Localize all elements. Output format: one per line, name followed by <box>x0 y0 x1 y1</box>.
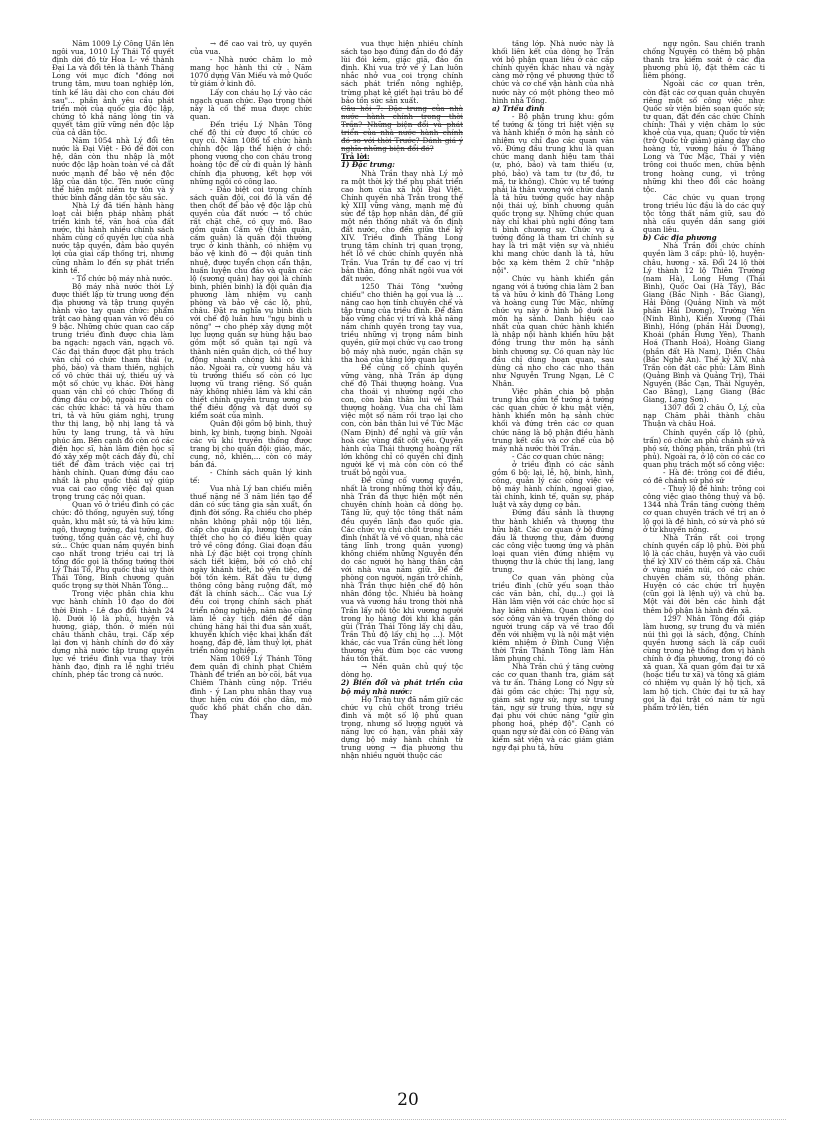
footer-divider <box>30 1119 786 1120</box>
text-column-4 <box>492 40 614 1080</box>
text-column-1 <box>52 40 174 1080</box>
paragraph: 1297 Nhân Tông đổi giáp làm hương, sự trung đu và miền núi thì gọi là sách, động. Chính quyền hương sách là cấp cuối cùng trong hệ thống đơn vị hành chính ở địa phương, trong đó có xã quan. Xã quan gồm đại tư xã (hoặc tiểu tư xã) và tông xã giám có nhiệm vụ quản lý hộ tịch, xã lam hộ tịch. Chức đại tư xã hay gọi là đại trật có năm từ ngũ phẩm trở lên, tiền <box>643 613 765 712</box>
paragraph: Nhà Trần thay nhà Lý mở ra một thời kỳ thế phụ phát triển cao hơn của xã hội Đại Việt. Chính quyền nhà Trần trong thế kỷ XIII vững vàng, mạnh mẽ đủ sức để tập hợp nhân dân, để giữ một nền thống nhất và ổn định đất nước, cho đến giữa thế kỷ XIV. Triều đình Thăng Long trung tâm chính trị quan trọng, hết lỗ về chức chính quyền nhà Trần. Vua Trần tự để cao vị trí bản thân, đồng nhất ngôi vua với đất nước. <box>341 168 463 283</box>
paragraph: → để cao vai trò, uy quyền của vua. <box>190 40 312 57</box>
paragraph: 2) Biến đổi và phát triển của bộ máy nhà nước: <box>341 678 463 696</box>
paragraph: Nhà Trần rất coi trọng chính quyền cấp lộ phủ. Đời phủ lộ là các châu, huyện và vào cuối thế kỷ XIV có thêm cấp xã. Châu ở vùng miền núi, có các chức chuyên chăm sứ, thông phán. Huyện có các chức tri huyện (cũn gọi là lệnh uý) và chủ bạ. Một vài đời bên các hình đặt thêm bộ phận là hành đến xã. <box>643 532 765 615</box>
paragraph: - Bộ phận trung khu: gồm tể tướng & tòng tri hiệt viện sự và hành khiển ở môn hạ sảnh có nhiệm vụ chỉ đạo các quan văn võ. Đứng đầu trung khu là quan chức mang danh hiệu tam thái (ư, phó, bảo) và tam thiếu (ư, phó, bảo) và tam tư (tư đồ, tư mã, tư không). Chức vụ tể tướng phải là thân vương với chức danh là tả hữu tướng quốc hay nhập nội thái uý, bình chương quân quốc trọng sự. Những chức quan này chỉ khai phủ nghi đồng tam ti bình chương sự. Chức vụ á tướng đồng là tham tri chính sự hay là tri mật viện sự và nhiều khi mang chức danh là tả, hữu bộc xạ kèm thêm 2 chữ "nhập nội". <box>492 111 614 275</box>
paragraph: Nhà Trần đổi chức chính quyền làm 3 cấp: phủ- lộ, huyện- châu, hương - xã. Đổi 24 lộ thời Lý thành 12 lộ Thiên Trường (nam Hà), Long Hưng (Thái Bình), Quốc Oai (Hà Tây), Bắc Giang (Bắc Ninh - Bắc Giang), Hải Đông (Quảng Ninh và một phần Hải Dương), Trường Yên (Ninh Bình), Kiến Xương (Thái Bình), Hồng (phần Hải Dương), Khoái (phần Hưng Yên), Thanh Hoá (Thanh Hoá), Hoàng Giang (phần đất Hà Nam), Diễn Châu (Bắc Nghệ An). Thế kỷ XIV, nhà Trần còn đặt các phủ: Lâm Bình (Quảng Bình và Quảng Trị), Thái Nguyên (Bắc Cạn, Thái Nguyên, Cao Bằng), Lạng Giang (Bắc Giang, Lạng Sơn). <box>643 241 765 405</box>
paragraph: Đến triều Lý Nhân Tông chế độ thi cử được tổ chức có quy củ. Năm 1086 tổ chức hành chính độc lập thể hiện ở chỗ: phong vương cho con cháu trong hoàng tộc để cử đi quản lý hành chính địa phương, kết hợp với những ngôi có công lao. <box>190 119 312 186</box>
paragraph: Trong việc phân chia khu vực hành chính 10 đạo do đời thời Đinh - Lê đạo đổi thành 24 lộ. Dưới lộ là phủ, huyện và hương, giáp, thôn. ở miền núi châu thành châu, trại. Cấp xếp lại đơn vị hành chính dơ đó xây dựng nhà nước tập trung quyền lực về triều đình vua thay trời hành đạo, định ra lễ nghi triều chính, phép tắc trong cả nước. <box>52 589 174 680</box>
paragraph: Nhà Lý đã tiến hành hàng loạt cải biện pháp nhằm phát triển kinh tế, văn hoá của đất nước, thi hành nhiều chính sách nhằm củng cố quyền lực của nhà nước tập quyền, đảm bảo quyền lợi của giai cấp thống trị, nhưng cũng nhằm lo đến sự phát triển kinh tế. <box>52 200 174 275</box>
paragraph: → Nền quân chủ quý tộc dòng họ. <box>341 662 463 680</box>
paragraph: vua thực hiện nhiều chính sách tạo bạo đúng đắn do đó đầy lùi đói kém, giặc giã, đảo ổn định. Khi vua trở về ý Lan luôn nhắc nhở vua coi trọng chính sách phát triển nông nghiệp, trừng phạt kẻ giết hại trâu bò để bảo tồn sức sản xuất. <box>341 40 463 105</box>
paragraph: Trả lời: <box>341 152 370 162</box>
paragraph: Chính quyền cấp lộ (phủ, trấn) có chức an phủ chánh sứ và phó sứ, thông phán, trấn phủ (tri phủ). Ngoài ra, ở lộ còn có các cơ quan phụ trách một số công việc: <box>643 427 765 469</box>
paragraph: Để củng cố vương quyền, nhất là trong những thời kỳ đầu, nhà Trần đã thực hiện một nền chuyên chính hoàn cả dòng họ. Tăng lữ, quý tộc tông thất nắm đều quyền lãnh đạo quốc gia. Các chức vụ chủ chốt trong triều đình (nhất là về võ quan, nhà các tăng lĩnh trong quân vương) không chiếm những Nguyễn đến do các người họ hàng thân cận với nhà vua nắm giữ. Để để phòng con người, ngăn trở chính, nhà Trần thực hiện chế độ hôn nhân đồng tộc. Nhiều bà hoàng vua và vương hầu trong thời nhà Trần lấy nội tộc khi vương người trong họ hàng đời khi khá gần gũi (Trần Thái Tông lấy chị dâu, Trần Thủ độ lấy chị họ ...). Một khác, các vua Trần cũng hết lòng thương yêu đùm bọc các vương hầu tôn thất. <box>341 476 463 664</box>
paragraph: ngự ngôn. Sau chiến tranh chống Nguyên có thêm bộ phận thanh tra kiểm soát ở các địa phương phủ lộ, đặt thêm các ti liêm phóng. <box>643 40 765 81</box>
paragraph: Đứng đầu sảnh là thượng thư hành khiển và thượng thư hữu bật. Các cơ quan ở bộ đứng đầu là thượng thư, đảm đương các công việc tương ứng và phân loại quan viên đứng nhiệm vụ thượng thư là chức thị lang, lang trung. <box>492 508 614 575</box>
paragraph: Chức vụ hành khiển gần ngang với á tướng chia làm 2 ban tả và hữu ở kinh đô Thăng Long và hoàng cung Tức Mặc, những chức vụ này ở hình bộ dưới là môn hạ sảnh. Danh hiệu cao nhất của quan chức hành khiển là nhập nội hành khiển hữu bật đồng trung thư môn hạ sảnh bình chương sự. Có quan này lúc đầu chỉ dùng hoạn quan, sau dùng cả nho cho các nho thần như Nguyễn Trung Ngạn, Lê C Nhân. <box>492 273 614 388</box>
paragraph: Năm 1069 Lý Thánh Tông đem quân đi chinh phạt Chiêm Thành để triển an bờ cõi, bắt vua Chiêm Thành cũng nộp. Triều đình - ý Lan phu nhân thay vua thực hiện cứu đói cho dân, mở quốc khố phát chẩn cho dân. Thay <box>190 654 312 720</box>
paragraph: Để củng cố chính quyền vững vàng, nhà Trần áp dụng chế độ Thái thượng hoàng. Vua cha thoái vị nhường ngôi cho con, còn bản thân lui về Thái thượng hoàng. Vua cha chỉ làm việc một số năm rồi trao lại cho con, còn bản thân lui về Tức Mặc (Nam Định) để nghỉ và giữ vẫn hoà các vùng đất cốt yếu. Quyền hành của Thái thượng hoàng rất lớn không chỉ có quyền chỉ định người kế vị mà còn còn có thể truất bỏ ngôi vua. <box>341 362 463 477</box>
text-column-3 <box>341 40 463 1080</box>
paragraph: - Thuỷ lộ đề hình: trông coi công việc giao thông thuỷ và bộ. 1344 nhà Trần tăng cường thêm cơ quan chuyên trách về trị an ở lộ gọi là đề hình, có sứ và phó sứ ở từ khuyến nông. <box>643 484 765 534</box>
paragraph: - Các cơ quan chức năng: <box>512 451 605 461</box>
text-column-5 <box>643 40 765 1080</box>
paragraph: Việc phân chia bộ phận trung khu gồm tể tướng á tướng các quan chức ở khu mật viện, hành khiển môn hạ sảnh chức khối và đứng trên các cơ quan chức năng là bộ phận điều hành trung kết cấu và cơ chế của bộ máy nhà nước thời Trần. <box>492 387 614 453</box>
paragraph: Bộ máy nhà nước thời Lý được thiết lập từ trung ương đến địa phương và tập trung quyền hành vào tay quan chức: phẩm trật cao hàng quan văn võ đều có 9 bậc. Những chức quan cao cấp trung triều đình được chia làm ba ngạch: ngạch văn, ngạch võ. Các đại thần được đặt phụ trách văn chỉ có chức tham thái (ư, phó, bảo) và tham thiền, nghịch cố vô chức thái uý, thiếu uý và một số chức vụ khác. Đời hàng quan văn chỉ có chức Thống đi đứng đầu cơ bộ, ngoài ra còn có các chức khác: tả và hữu tham tri, tả và hữu giám nghị, trung thư thị lang, bộ nhị lang tả và hữu ty lang trung, tả và hữu phúc âm. Bên cạnh đó còn có các điện học sĩ, hàn lâm điện học sĩ đó xây xếp một cách đầy đủ, chỉ tiết để đảm trách việc cai trị hành chính. Quan đứng đầu cao nhất là phụ quốc thái uý giúp vua cai cao cống việc đại quan trọng trung các nội quan. <box>52 281 174 502</box>
paragraph: Họ Trần tuy đã nắm giữ các chức vụ chủ chốt trong triều đình và một số lộ phủ quan trọng, nhưng số lượng người và năng lực có hạn, vẫn phải xây dựng bộ máy hành chính từ trung ương → địa phương thu nhận nhiều người thuộc các <box>341 694 463 761</box>
paragraph: tầng lớp. Nhà nước này là khối liên kết của dòng họ Trần với bộ phận quan liêu ở các cấp chính quyền khác nhau và ngày càng mở rộng về phương thức tổ chức và cơ chế vận hành của nhà nước này có một phòng theo mô hình nhà Tống. <box>492 40 614 105</box>
paragraph: Câu hỏi 7: Đặc trưng của nhà nước hành chính trong thời Trần? Những biện đổi và phát triển của nhà nước hành chính đó so với thời Trước? Đánh giá ý nghĩa những biện đổi đó? <box>341 103 463 154</box>
paragraph: 1307 đổi 2 châu Ô, Lý, của nạp Chăm phải thành châu Thuận và châu Hoá. <box>643 403 765 429</box>
paragraph: Ngoài các cơ quan trên, còn đặt các cơ quan quản chuyên riêng một số công việc như: Quốc sử viện biên soạn quốc sử; tư quan, đặt đến các chức Chính chính: Thái y viện chăm lo sức khoẻ của vua, quan; Quốc tử viện (trở Quốc tử giám) giảng dạy cho hoàng tử, vương hầu ở Thăng Long và Tức Mặc, Thái y viện trông coi thuốc men, chữa bệnh trong hoàng cung, vì trông những khi theo đổi các hoàng tộc. <box>643 79 765 194</box>
page-number: 20 <box>397 1090 419 1110</box>
paragraph: Quân đội gồm bộ binh, thuỷ binh, kỵ binh, tượng binh. Ngoài các vũ khí truyền thống được trang bị cho quân đội: giáo, mác, cung, nỏ, khiên,... còn có máy bắn đá. <box>190 419 312 469</box>
paragraph: - Hà đê: trông coi đê điều, có đê chánh sứ phó sứ <box>643 467 765 486</box>
paragraph: Vua nhà Lý ban chiếu miễn thuế nặng nề 3 năm liền tạo để dân có sức tăng gia sản xuất, ổn định đời sống. Ra chiếu cho phép nhân không phải nộp tội liên, cấp cho quân ấp, lương thực cần thiết cho họ có điều kiện quay trở về công đồng. Giai đoạn đầu nhà Lý đặc biệt coi trọng chính sách tiết kiệm, bởi có chỗ chí ngày khánh tiết, bỏ yến tiệc, để bởi tốn kém. Rất đầu tư dựng thông công bằng ruộng đất, mở đất là chính sách... Các vua Lý đều coi trọng chính sách phát triển nông nghiệp, năm nào cũng làm lễ cày tịch điền để dân chúng hăng hái thi đua sản xuất, khuyến khích việc khai khẩn đất hoang, đắp đê, làm thuỷ lợi, phát triển nông nghiệp. <box>190 484 312 656</box>
paragraph: b) Các địa phương <box>643 233 717 243</box>
paragraph: - Tổ chức bộ máy nhà nước. <box>72 273 173 283</box>
paragraph: ở triều đình có các sảnh gồm 6 bộ: lại, lễ, hộ, binh, hình, công, quản lý các công việc về bộ máy hành chính, ngoại giao, tài chính, kinh tế, quân sự, pháp luật và xây dựng cơ bản. <box>492 459 614 510</box>
text-column-2 <box>190 40 312 1080</box>
paragraph: Nhà Trần chú ý tăng cường các cơ quan thanh tra, giám sát và tư ấn. Thăng Long có Ngự sử đài gồm các chức: Thị ngự sử, giám sát ngự sử, ngự sử trung tán, ngự sử trung thừa, ngự sử đại phu với chức năng "giữ gìn phong hoá, phép độ". Cạnh có quan ngự sử đài còn có Đăng văn kiểm sát viện và các giám giám ngự đại phu tả, hữu <box>492 662 614 753</box>
paragraph: Các chức vụ quan trọng trong triều lúc đầu là do các quý tộc tông thất nắm giữ, sau đó nhà cấu quyền dần sang giới quan liêu. <box>643 192 765 235</box>
paragraph: 1) Đặc trưng: <box>341 160 395 170</box>
paragraph: Năm 1054 nhà Lý đổi tên nước là Đại Việt - Đó đề đời con hệ, dân còn thu nhập là một nước độc lập hoàn toàn về cả đất nước mạnh để bảo vệ nền độc lập của dân tộc. Tên nước cũng thể hiện một niềm tự tôn và ý thức bình đẳng dân tộc sâu sắc. <box>52 136 174 202</box>
paragraph: - Đảo biệt coi trọng chính sách quân đội, coi đó là vấn đề then chốt để bảo vệ độc lập chủ quyền của đất nước → tổ chức rất chặt chẽ, có quy mô. Bao gồm quân Cấm vệ (thân quân, cấm quân) là quân đội thường trực ở kinh thành, có nhiệm vụ bảo vệ kinh đô → đội quân tinh nhuệ, được tuyển chọn cẩn thận, huấn luyện chu đáo và quân các lộ (sương quân) hay gọi là chính binh, phiên binh) là đội quân địa phương làm nhiệm vụ canh phòng và bảo vệ các lộ, phủ, châu. Đặt ra nghĩa vụ binh dịch với chế độ luân hưu "ngụ binh ư nông" → cho phép xây dựng một lực lượng quân sự hùng hậu bao gồm một số quân tại ngũ và thành niên quân dịch, có thể huy động nhanh chóng khi có khi nào. Ngoài ra, cử vương hầu và tù trưởng thiểu số còn có lực lượng vũ trang riêng. Số quân này không nhiều lắm và khi cần thiết chính quyền trung ương có thể điều động và đặt dưới sự kiểm soát của mình. <box>190 184 312 421</box>
paragraph: Lấy con cháu họ Lý vào các ngạch quan chức. Đạo trọng thời này là cố thể mua được chức quan. <box>190 87 312 121</box>
paragraph: Cơ quan văn phòng của triều đình (chữ yếu soạn thảo các văn bản, chỉ, dụ...) gọi là Hàn lâm viện với các chức học sĩ hay kiêm nhiệm. Quan chức coi sóc công văn và truyền thông do người trung cấp và về trao đổi đến với nhiệm vụ là nội mật viện kiêm nhiệm ở Đình Cung Viện thời Trần Thánh Tông làm Hàn lâm phụng chỉ. <box>492 573 614 664</box>
paragraph: - Chính sách quân lý kinh tế: <box>190 467 312 486</box>
paragraph: 1250 Thái Tông "xưởng chiếu" cho thiên hạ gọi vua là ... năng cao hơn tính chuyên chế và tập trung của triều đình. Để đảm bảo vững chắc vị trí và khả năng nắm chính quyền trong tay vua, triều những vị trọng nắm binh quyền, giữ mọi chức vụ cao trong bộ máy nhà nước, ngăn chặn sự tha hoá của tầng lớp quan lại. <box>341 281 463 364</box>
paragraph: Quan võ ở triều đình có các chức: đô thống, nguyên suý, tổng quản, khu mật sứ, tả và hữu kim: ngô, thượng tướng, đại tướng, đô tướng, tổng quản các vệ, chỉ huy sứ... Chức quan nắm quyền binh cao nhất trong triều cai trị là tổng đốc gọi là thống tướng thời Lý Thái Tổ, Phụ quốc thái uý thời Thái Tông, Bình chương quân quốc trọng sự thời Nhân Tông... <box>52 500 174 591</box>
paragraph: a) Triều đình <box>492 103 545 113</box>
paragraph: Năm 1009 Lý Công Uẩn lên ngôi vua, 1010 Lý Thái Tổ quyết định dời đô từ Hoa L- về thành Đại La và đổi tên là thành Thăng Long với mục đích "đóng nơi trung tâm, mưu toan nghiệp lớn, tính kế lâu dài cho con cháu đời sau"... phần ảnh yêu cầu phát triển mới của quốc gia độc lập, chứng tỏ khả năng lòng tin và quyết tâm giữ vững nền độc lập của cả dân tộc. <box>52 40 174 138</box>
paragraph: - Nhà nước chăm lo mở mang học hành thi cử . Năm 1070 dựng Văn Miếu và mở Quốc tử giám ở kinh đô. <box>190 55 312 89</box>
